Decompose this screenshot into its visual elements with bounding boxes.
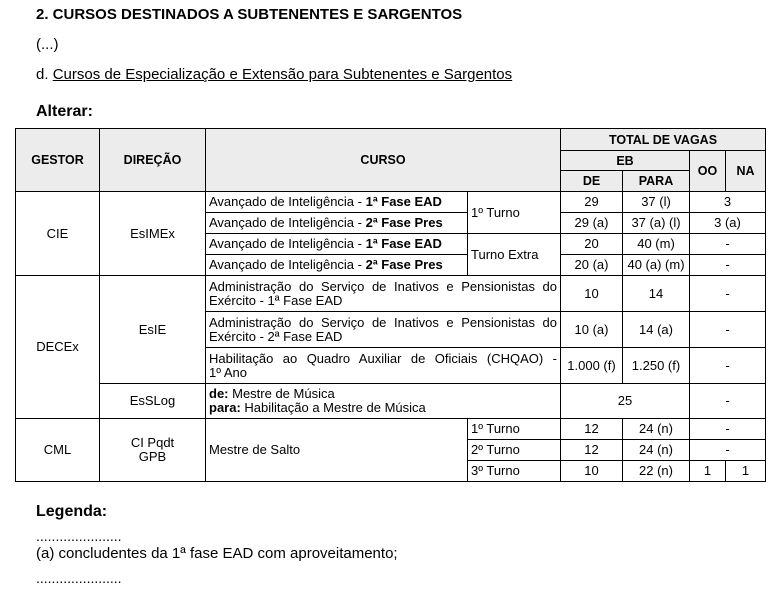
de-cell: 12 [561,440,623,461]
turno-cell: 1º Turno [468,192,561,234]
oo-na-cell: - [690,255,766,276]
oo-na-cell: 3 (a) [690,213,766,234]
curso-cell: Habilitação ao Quadro Auxiliar de Oficiais (CHQAO) - 1º Ano [206,348,561,384]
curso-cell: Avançado de Inteligência - 1ª Fase EAD [206,192,468,213]
turno-cell: 1º Turno [468,419,561,440]
subsection-prefix: d. [36,66,53,83]
ellipsis-text: (...) [36,36,59,53]
curso-cell: Administração do Serviço de Inativos e Pensionistas do Exército - 2ª Fase EAD [206,312,561,348]
table-row [16,276,766,312]
legend-dots: ...................... [36,528,122,544]
curso-cell: Avançado de Inteligência - 2ª Fase Pres [206,213,468,234]
direcao-cell: EsSLog [100,384,206,419]
para-cell: 14 (a) [623,312,690,348]
header-oo: OO [690,151,726,192]
curso-cell: Mestre de Salto [206,419,468,482]
direcao-cell: EsIMEx [100,192,206,276]
direcao-cell: CI Pqdt GPB [100,419,206,482]
header-direcao: DIREÇÃO [100,129,206,192]
section-heading: 2. CURSOS DESTINADOS A SUBTENENTES E SARGENTOS [36,6,463,23]
alterar-label: Alterar: [36,103,93,120]
gestor-cell: CML [16,419,100,482]
para-cell: 24 (n) [623,440,690,461]
subsection-title [36,66,512,83]
header-gestor: GESTOR [16,129,100,192]
oo-na-cell: - [690,440,766,461]
turno-cell: Turno Extra [468,234,561,276]
header-de: DE [561,171,623,192]
gestor-cell: DECEx [16,276,100,419]
legend-item-a: (a) concludentes da 1ª fase EAD com aproveitamento; [36,545,398,562]
curso-cell: de: Mestre de Música para: Habilitação a Mestre de Música [206,384,561,419]
oo-cell: 1 [690,461,726,482]
table-row [16,192,766,213]
direcao-cell: EsIE [100,276,206,384]
de-cell: 1.000 (f) [561,348,623,384]
para-cell: 37 (a) (l) [623,213,690,234]
de-cell: 20 [561,234,623,255]
de-cell: 20 (a) [561,255,623,276]
curso-cell: Avançado de Inteligência - 1ª Fase EAD [206,234,468,255]
header-curso: CURSO [206,129,561,192]
de-cell: 12 [561,419,623,440]
para-cell: 40 (m) [623,234,690,255]
turno-cell: 3º Turno [468,461,561,482]
oo-na-cell: 3 [690,192,766,213]
table-row [16,419,766,440]
vagas-table [15,128,766,482]
table-row [16,384,766,419]
header-eb: EB [561,151,690,171]
de-cell: 10 [561,276,623,312]
de-cell: 29 (a) [561,213,623,234]
para-cell: 1.250 (f) [623,348,690,384]
de-cell: 10 (a) [561,312,623,348]
para-cell: 14 [623,276,690,312]
turno-cell: 2º Turno [468,440,561,461]
oo-na-cell: - [690,419,766,440]
eb-cell: 25 [561,384,690,419]
oo-na-cell: - [690,234,766,255]
oo-na-cell: - [690,384,766,419]
de-cell: 29 [561,192,623,213]
subsection-link[interactable]: Cursos de Especialização e Extensão para Subtenentes e Sargentos [52,66,513,83]
curso-cell: Avançado de Inteligência - 2ª Fase Pres [206,255,468,276]
header-na: NA [726,151,766,192]
legend-title: Legenda: [36,503,108,520]
header-para: PARA [623,171,690,192]
para-cell: 22 (n) [623,461,690,482]
de-cell: 10 [561,461,623,482]
legend-dots: ...................... [36,570,122,586]
oo-na-cell: - [690,348,766,384]
para-cell: 37 (l) [623,192,690,213]
oo-na-cell: - [690,312,766,348]
gestor-cell: CIE [16,192,100,276]
na-cell: 1 [726,461,766,482]
para-cell: 40 (a) (m) [623,255,690,276]
header-total-vagas: TOTAL DE VAGAS [561,129,766,151]
para-cell: 24 (n) [623,419,690,440]
curso-cell: Administração do Serviço de Inativos e Pensionistas do Exército - 1ª Fase EAD [206,276,561,312]
oo-na-cell: - [690,276,766,312]
